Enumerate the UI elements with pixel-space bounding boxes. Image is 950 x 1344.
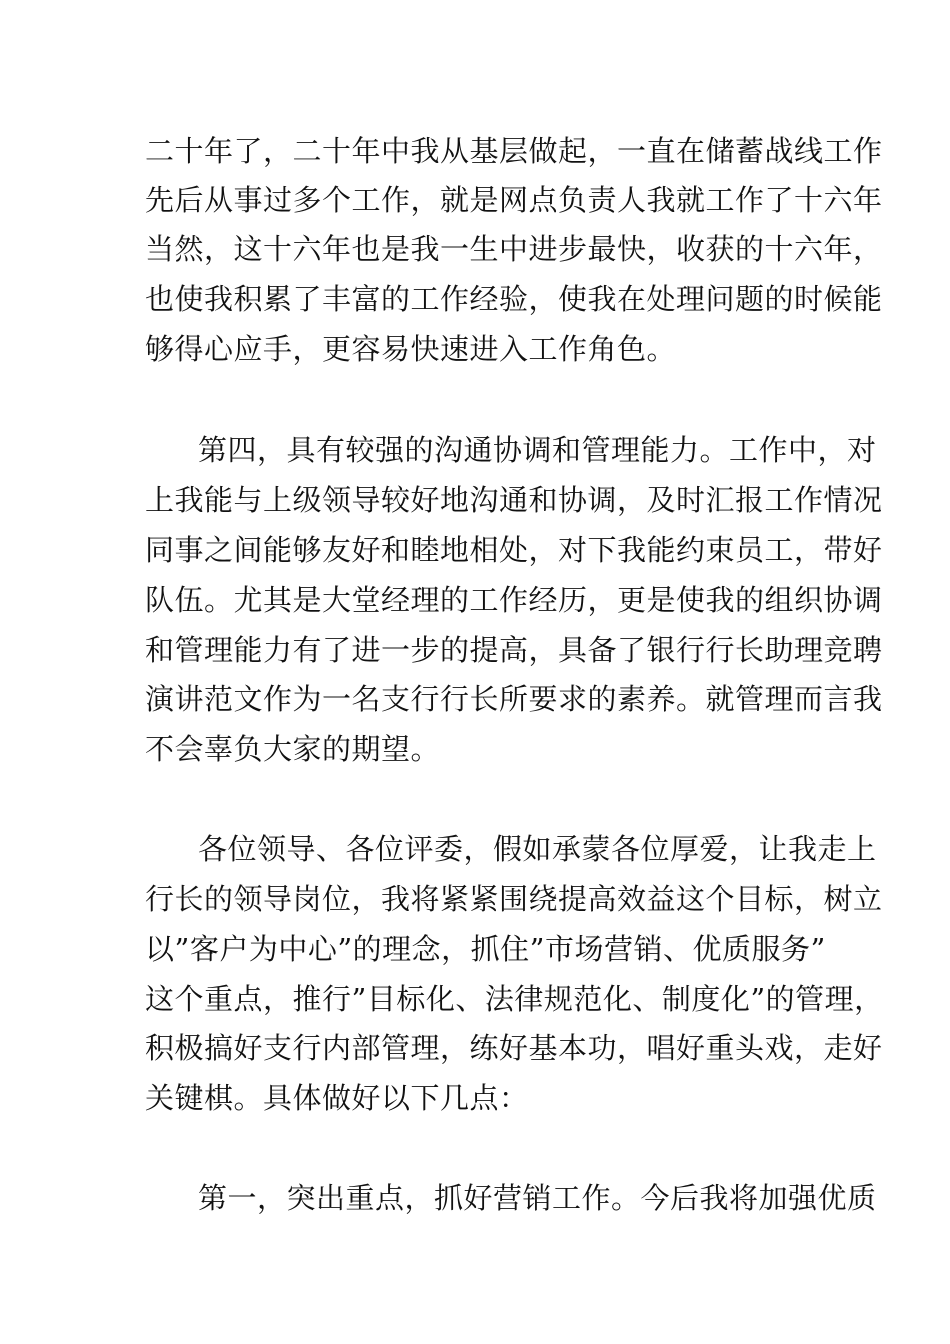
paragraph-3-line-6: 关键棋。具体做好以下几点： (145, 1081, 529, 1115)
paragraph-2-line-4: 队伍。尤其是大堂经理的工作经历，更是使我的组织协调 (145, 583, 883, 617)
paragraph-3-line-5: 积极搞好支行内部管理，练好基本功，唱好重头戏，走好 (145, 1031, 883, 1065)
paragraph-1-line-4: 也使我积累了丰富的工作经验，使我在处理问题的时候能 (145, 282, 883, 316)
paragraph-4-line-1: 第一，突出重点，抓好营销工作。今后我将加强优质 (198, 1181, 877, 1215)
paragraph-2-line-6: 演讲范文作为一名支行行长所要求的素养。就管理而言我 (145, 682, 883, 716)
paragraph-1-line-2: 先后从事过多个工作，就是网点负责人我就工作了十六年 (145, 183, 883, 217)
paragraph-2-line-7: 不会辜负大家的期望。 (145, 732, 441, 766)
paragraph-1-line-1: 二十年了，二十年中我从基层做起，一直在储蓄战线工作 (145, 134, 883, 168)
paragraph-2-line-2: 上我能与上级领导较好地沟通和协调，及时汇报工作情况 (145, 483, 883, 517)
paragraph-3-line-2: 行长的领导岗位，我将紧紧围绕提高效益这个目标，树立 (145, 882, 883, 916)
paragraph-2-line-5: 和管理能力有了进一步的提高，具备了银行行长助理竞聘 (145, 633, 883, 667)
paragraph-2-line-1: 第四，具有较强的沟通协调和管理能力。工作中，对 (198, 433, 877, 467)
paragraph-2-line-3: 同事之间能够友好和睦地相处，对下我能约束员工，带好 (145, 533, 883, 567)
paragraph-3-line-3: 以”客户为中心”的理念，抓住”市场营销、优质服务” (145, 932, 826, 966)
paragraph-3-line-1: 各位领导、各位评委，假如承蒙各位厚爱，让我走上 (198, 832, 877, 866)
paragraph-3-line-4: 这个重点，推行”目标化、法律规范化、制度化”的管理， (145, 982, 884, 1016)
paragraph-1-line-3: 当然，这十六年也是我一生中进步最快，收获的十六年， (145, 232, 883, 266)
paragraph-1-line-5: 够得心应手，更容易快速进入工作角色。 (145, 332, 677, 366)
